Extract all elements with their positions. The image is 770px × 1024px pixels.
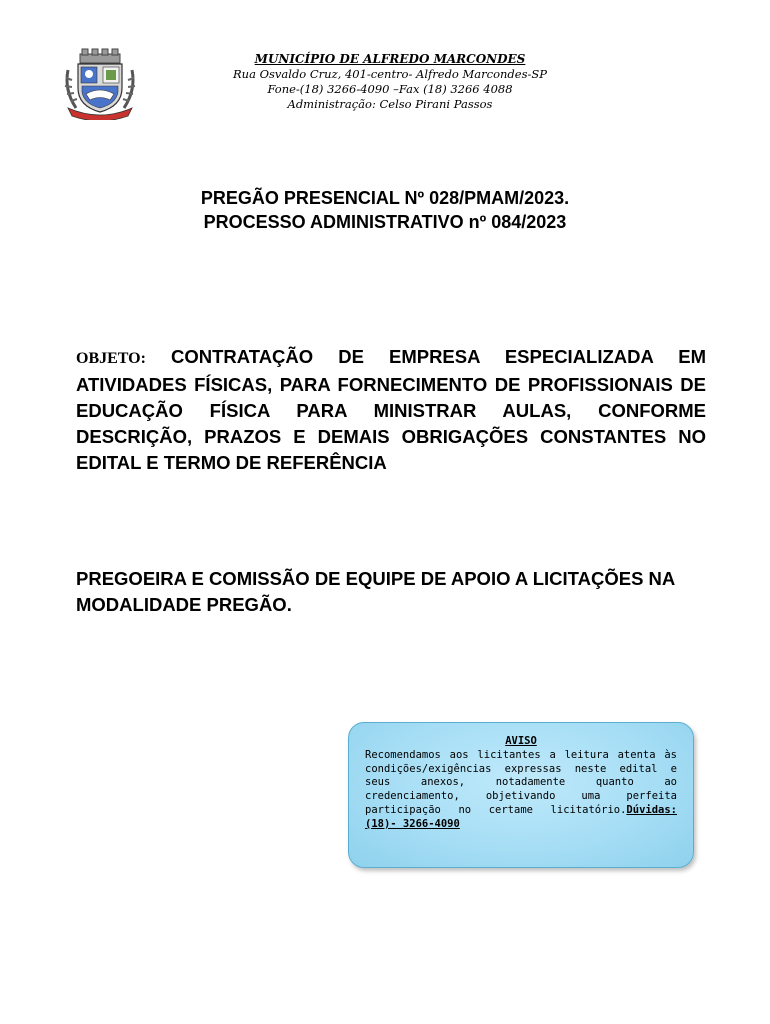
pregoeira-heading: PREGOEIRA E COMISSÃO DE EQUIPE DE APOIO A LICITAÇÕES NA MODALIDADE PREGÃO. — [76, 568, 675, 615]
objeto-text: CONTRATAÇÃO DE EMPRESA ESPECIALIZADA EM ATIVIDADES FÍSICAS, PARA FORNECIMENTO DE PROFISSIONAIS DE EDUCAÇÃO FÍSICA PARA MINISTRAR AULAS, CONFORME DESCRIÇÃO, PRAZOS E DEMAIS OBRIGAÇÕES CONSTANTES NO EDITAL E TERMO DE REFERÊNCIA — [76, 346, 706, 473]
municipality-name: MUNICÍPIO DE ALFREDO MARCONDES — [254, 52, 526, 66]
duvidas-contact: Dúvidas: (18)- 3266-4090 — [365, 803, 677, 830]
aviso-body — [365, 749, 677, 832]
administration-line: Administração: Celso Pirani Passos — [287, 97, 493, 111]
processo-title: PROCESSO ADMINISTRATIVO nº 084/2023 — [203, 212, 567, 232]
letterhead — [0, 48, 770, 128]
aviso-title: AVISO — [505, 735, 537, 747]
pregao-title: PREGÃO PRESENCIAL Nº 028/PMAM/2023. — [200, 188, 570, 208]
letterhead-text — [200, 52, 580, 112]
objeto-paragraph — [76, 344, 706, 476]
address-line: Rua Osvaldo Cruz, 401-centro- Alfredo Marcondes-SP — [233, 67, 547, 81]
aviso-text: Recomendamos aos licitantes a leitura atenta às condições/exigências expressas neste edital e seus anexos, notadamente quanto ao credenciamento, objetivando uma perfeita participação no certame licitatório. — [365, 748, 677, 816]
phone-line: Fone-(18) 3266-4090 –Fax (18) 3266 4088 — [267, 82, 513, 96]
coat-of-arms-icon — [62, 48, 138, 120]
objeto-label: OBJETO: — [76, 350, 146, 367]
aviso-notice-box — [348, 722, 694, 868]
document-titles — [0, 186, 770, 234]
